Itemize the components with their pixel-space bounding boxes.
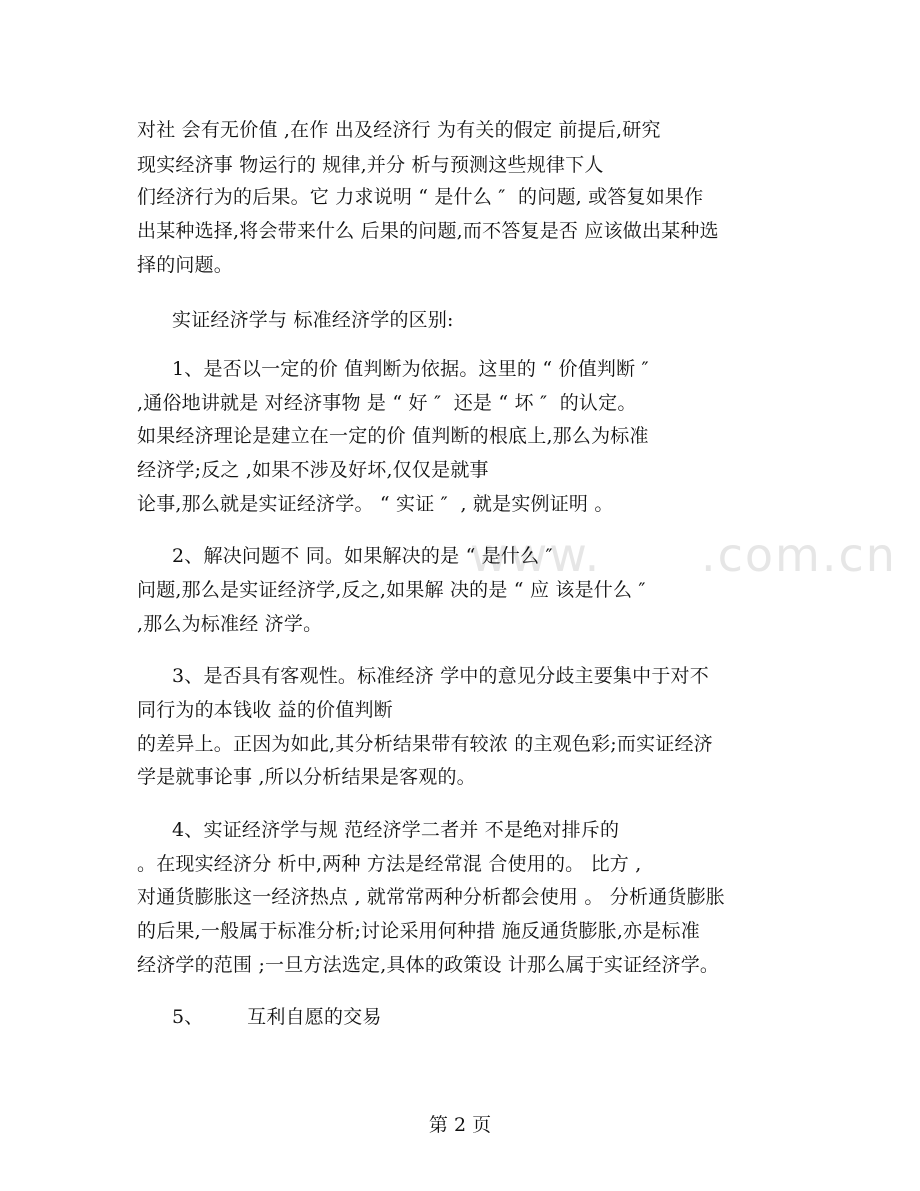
text-line: 经济学的范围 ;一旦方法选定,具体的政策设 计那么属于实证经济学。 — [137, 954, 720, 976]
text-line: 同行为的本钱收 益的价值判断 — [137, 699, 393, 721]
text-line: 的差异上。正因为如此,其分析结果带有较浓 的主观色彩;而实证经济 — [137, 733, 713, 755]
text-line: 1、是否以一定的价 值判断为依据。这里的 “ 价值判断 ″ — [172, 358, 649, 380]
watermark: www. .com.cn — [470, 528, 897, 582]
text-line: 们经济行为的后果。它 力求说明 “ 是什么 ″ 的问题, 或答复如果作 — [137, 186, 704, 208]
text-line: 对社 会有无价值 ,在作 出及经济行 为有关的假定 前提后,研究 — [137, 119, 661, 141]
page-number: 第 2 页 — [428, 1114, 492, 1136]
text-line: 现实经济事 物运行的 规律,并分 析与预测这些规律下人 — [137, 154, 604, 176]
text-line: 如果经济理论是建立在一定的价 值判断的根底上,那么为标准 — [137, 425, 649, 447]
text-line: 学是就事论事 ,所以分析结果是客观的。 — [137, 766, 476, 788]
text-line: 出某种选择,将会带来什么 后果的问题,而不答复是否 应该做出某种选 — [137, 220, 719, 242]
text-line: 择的问题。 — [137, 254, 234, 276]
text-line: 。在现实经济分 析中,两种 方法是经常混 合使用的。 比方 , — [137, 853, 642, 875]
text-line: 2、解决问题不 同。如果解决的是 “ 是什么 ″ — [172, 545, 553, 567]
text-line: ,通俗地讲就是 对经济事物 是 “ 好 ″ 还是 “ 坏 ″ 的认定。 — [137, 392, 637, 414]
text-line: ,那么为标准经 济学。 — [137, 613, 323, 635]
section-heading: 5、 互利自愿的交易 — [172, 1006, 382, 1028]
text-line: 的后果,一般属于标准分析;讨论采用何种措 施反通货膨胀,亦是标准 — [137, 920, 700, 942]
text-line: 问题,那么是实证经济学,反之,如果解 决的是 “ 应 该是什么 ″ — [137, 579, 646, 601]
text-line: 4、实证经济学与规 范经济学二者并 不是绝对排斥的 — [172, 819, 620, 841]
text-line: 经济学;反之 ,如果不涉及好坏,仅仅是就事 — [137, 459, 489, 481]
text-line: 3、是否具有客观性。标准经济 学中的意见分歧主要集中于对不 — [172, 665, 709, 687]
text-line: 论事,那么就是实证经济学。 “ 实证 ″ , 就是实例证明 。 — [137, 493, 614, 515]
text-line: 对通货膨胀这一经济热点 , 就常常两种分析都会使用 。 分析通货膨胀 — [137, 886, 725, 908]
section-heading: 实证经济学与 标准经济学的区别: — [172, 309, 454, 331]
